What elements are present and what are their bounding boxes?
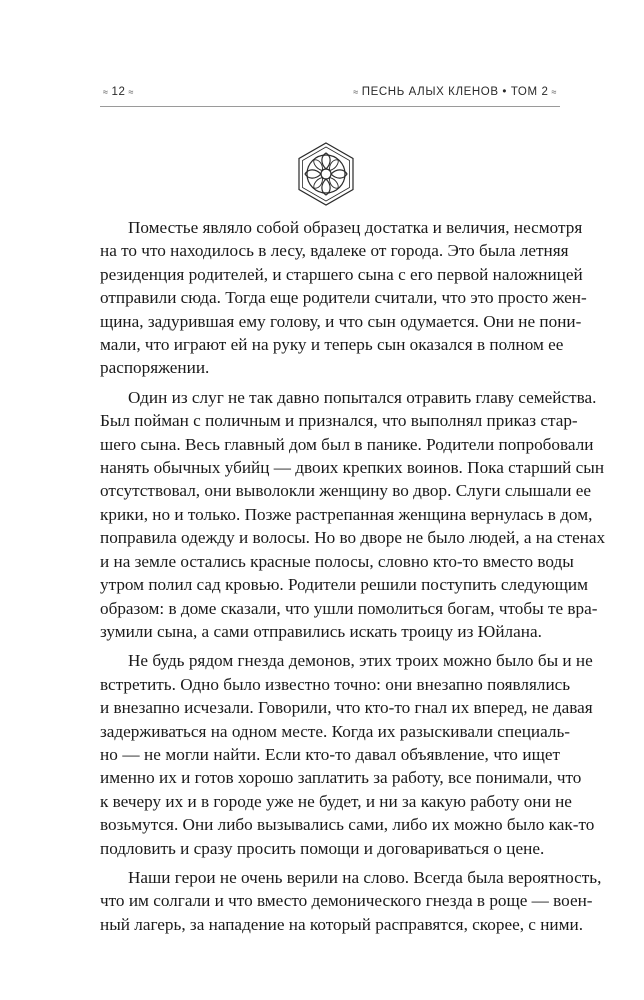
text-line: Наши герои не очень верили на слово. Всегда была вероятность,: [128, 867, 602, 887]
running-title: ПЕСНЬ АЛЫХ КЛЕНОВ • ТОМ 2: [361, 86, 549, 98]
text-line: именно их и готов хорошо заплатить за работу, все понимали, что: [100, 768, 582, 788]
text-line: мали, что играют ей на руку и теперь сын оказался в полном ее: [100, 335, 564, 355]
wave-ornament-icon: ≈: [103, 87, 109, 97]
body-text: [100, 216, 606, 942]
text-line: утром полил сад кровью. Родители решили поступить следующим: [100, 575, 588, 595]
text-line: и на земле остались красные полосы, словно кто-то вместо воды: [100, 551, 574, 571]
text-line: шего сына. Весь главный дом был в панике. Родители попробовали: [100, 434, 594, 454]
text-line: Не будь рядом гнезда демонов, этих троих можно было бы и не: [128, 651, 593, 671]
text-line: на то что находилось в лесу, вдалеке от города. Это была летняя: [100, 241, 569, 261]
text-line: встретить. Одно было известно точно: они внезапно появлялись: [100, 674, 571, 694]
paragraph: [100, 216, 587, 380]
header-rule: [100, 106, 560, 107]
text-line: зумили сына, а сами отправились искать троицу из Юйлана.: [100, 621, 542, 641]
text-line: к вечеру их и в городе уже не будет, и ни за какую работу они не: [100, 791, 572, 811]
text-line: щина, задурившая ему голову, и что сын одумается. Они не пони-: [100, 311, 582, 331]
page-number-group: [100, 86, 137, 98]
text-line: резиденция родителей, и старшего сына с его первой наложницей: [100, 264, 583, 284]
wave-ornament-icon: ≈: [353, 87, 359, 97]
text-line: задерживаться на одном месте. Когда их разыскивали специаль-: [100, 721, 571, 741]
running-head: [100, 82, 560, 102]
text-line: ный лагерь, за нападение на который расправятся, скорее, с ними.: [100, 914, 583, 934]
text-line: Поместье являло собой образец достатка и величия, несмотря: [128, 218, 583, 237]
page-number: 12: [111, 86, 126, 98]
text-line: и внезапно исчезали. Говорили, что кто-то гнал их вперед, не давая: [100, 698, 593, 718]
text-line: крики, но и только. Позже растрепанная женщина вернулась в дом,: [100, 504, 593, 524]
text-line: отправили сюда. Тогда еще родители считали, что это просто жен-: [100, 288, 587, 308]
running-title-group: [350, 86, 560, 98]
text-line: подловить и сразу просить помощи и договариваться о цене.: [100, 838, 545, 858]
text-line: возьмутся. Они либо вызывались сами, либо их можно было как-то: [100, 815, 595, 835]
text-line: отсутствовал, они выволокли женщину во двор. Слуги слышали ее: [100, 481, 591, 501]
text-line: образом: в доме сказали, что ушли помолиться богам, чтобы те вра-: [100, 598, 598, 618]
paragraph: [100, 866, 602, 936]
wave-ornament-icon: ≈: [128, 87, 135, 97]
text-line: Был пойман с поличным и признался, что выполнял приказ стар-: [100, 411, 578, 431]
text-line: нанять обычных убийц — двоих крепких воинов. Пока старший сын: [100, 458, 605, 478]
lotus-hexagon-ornament-icon: [293, 141, 359, 207]
text-line: что им солгали и что вместо демонического гнезда в роще — воен-: [100, 891, 593, 911]
paragraph: [100, 649, 595, 860]
paragraph: [100, 386, 606, 643]
text-line: распоряжении.: [100, 358, 210, 378]
text-line: поправила одежду и волосы. Но во дворе не было людей, а на стенах: [100, 528, 606, 548]
text-line: но — не могли найти. Если кто-то давал объявление, что ищет: [100, 744, 560, 764]
wave-ornament-icon: ≈: [551, 87, 557, 97]
text-line: Один из слуг не так давно попытался отравить главу семейства.: [128, 387, 597, 407]
